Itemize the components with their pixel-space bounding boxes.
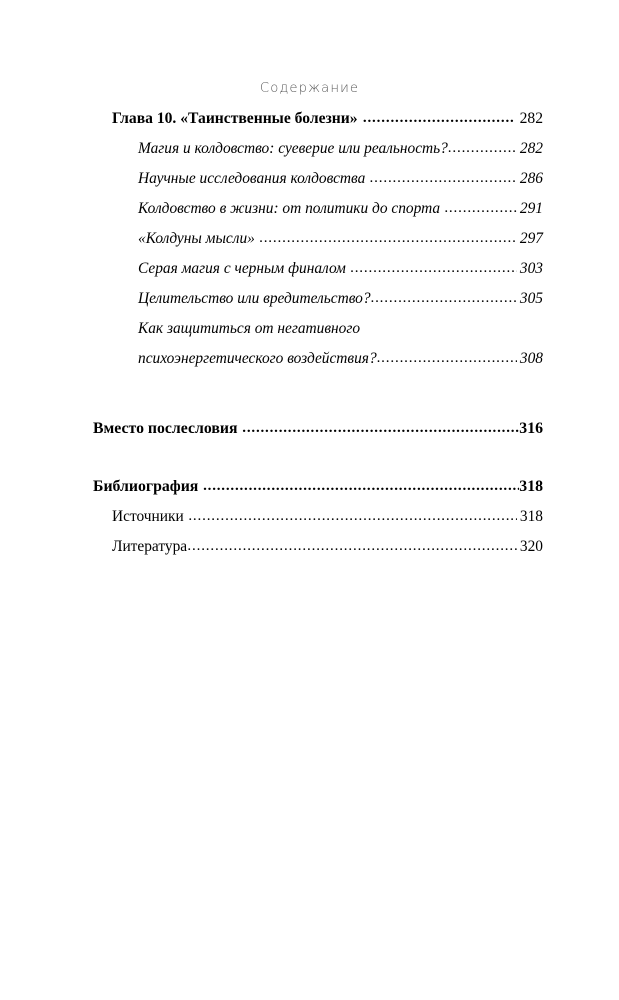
- toc-entry-title: Как защититься от негативного: [138, 320, 361, 337]
- dot-leader: [259, 229, 517, 247]
- toc-entry-page: 282: [519, 140, 543, 157]
- toc-entry-title: Глава 10. «Таинственные болезни»: [112, 110, 358, 127]
- running-head-contents: Содержание: [259, 81, 360, 96]
- toc-entry-title: Целительство или вредительство?: [138, 290, 371, 307]
- toc-entry-page: 308: [519, 350, 543, 367]
- toc-entry-section-line1[interactable]: [0, 320, 619, 350]
- dot-leader: [188, 507, 517, 525]
- toc-entry-chapter[interactable]: [0, 110, 619, 140]
- dot-leader: [371, 289, 517, 307]
- section-spacer: [0, 380, 619, 420]
- section-spacer: [0, 450, 619, 478]
- toc-entry-title: Литература: [112, 538, 188, 555]
- dot-leader: [445, 199, 517, 217]
- toc-entry-page: 286: [519, 170, 543, 187]
- toc-entry-subsection-literature[interactable]: [0, 538, 619, 568]
- toc-entry-title: Серая магия с черным финалом: [138, 260, 346, 277]
- toc-entry-page: 305: [519, 290, 543, 307]
- toc-entry-section[interactable]: [0, 140, 619, 170]
- dot-leader: [187, 537, 517, 555]
- toc-entry-title: Вместо послесловия: [93, 420, 238, 437]
- toc-entry-section-line2[interactable]: [0, 350, 619, 380]
- dot-leader: [350, 259, 517, 277]
- dot-leader: [377, 349, 517, 367]
- toc-entry-title: «Колдуны мысли»: [138, 230, 255, 247]
- toc-entry-title: психоэнергетического воздействия?: [138, 350, 377, 367]
- toc-entry-section[interactable]: [0, 200, 619, 230]
- dot-leader: [242, 419, 519, 437]
- toc-entry-page: 297: [519, 230, 543, 247]
- toc-entry-title: Научные исследования колдовства: [138, 170, 366, 187]
- toc-entry-title: Источники: [112, 508, 184, 525]
- toc-entry-section[interactable]: [0, 170, 619, 200]
- toc-entry-part-bibliography[interactable]: [0, 478, 619, 508]
- toc-entry-page: 303: [519, 260, 543, 277]
- toc-entry-page: 320: [519, 538, 543, 555]
- toc-entry-page: 318: [519, 478, 543, 495]
- table-of-contents: [0, 110, 619, 568]
- toc-entry-subsection-sources[interactable]: [0, 508, 619, 538]
- toc-entry-title: Библиография: [93, 478, 199, 495]
- dot-leader: [203, 477, 519, 495]
- toc-entry-page: 291: [519, 200, 543, 217]
- dot-leader: [370, 169, 517, 187]
- toc-entry-page: 316: [519, 420, 543, 437]
- dot-leader: [448, 139, 517, 157]
- toc-entry-page: 282: [519, 110, 543, 127]
- dot-leader: [363, 109, 515, 127]
- toc-entry-section[interactable]: [0, 230, 619, 260]
- toc-entry-page: 318: [519, 508, 543, 525]
- toc-entry-section[interactable]: [0, 260, 619, 290]
- toc-entry-title: Магия и колдовство: суеверие или реальность?: [138, 140, 448, 157]
- toc-entry-part-afterword[interactable]: [0, 420, 619, 450]
- toc-entry-section[interactable]: [0, 290, 619, 320]
- toc-entry-title: Колдовство в жизни: от политики до спорта: [138, 200, 441, 217]
